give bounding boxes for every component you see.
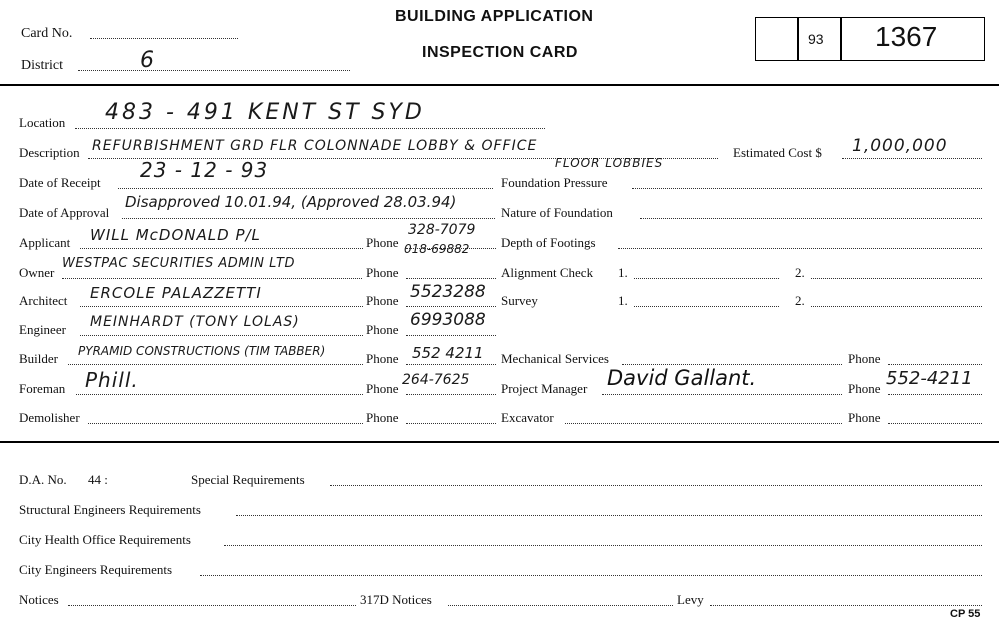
demolisher-phone-line [406, 423, 496, 424]
approval-line [122, 218, 495, 219]
engineer-phone-value: 6993088 [410, 310, 486, 330]
foreman-phone-value: 264-7625 [402, 372, 470, 388]
builder-phone-value: 552 4211 [412, 344, 484, 362]
card-no-line [90, 38, 238, 39]
notices-line [68, 605, 356, 606]
engineer-phone-line [406, 335, 496, 336]
notices-label: Notices [19, 592, 59, 607]
project-manager-phone-line [888, 394, 982, 395]
alignment-label: Alignment Check [501, 265, 594, 280]
middle-rule [0, 441, 999, 443]
estimated-cost-label: Estimated Cost $ [733, 145, 822, 160]
survey-1-label: 1. [618, 293, 628, 308]
foundation-pressure-line [632, 188, 982, 189]
description-value: REFURBISHMENT GRD FLR COLONNADE LOBBY & OFFICE [92, 138, 538, 154]
foreman-phone-label: Phone [366, 381, 399, 396]
excavator-label: Excavator [501, 410, 554, 425]
survey-2-label: 2. [795, 293, 805, 308]
alignment-2-label: 2. [795, 265, 805, 280]
survey-2-line [811, 306, 982, 307]
levy-line [710, 605, 982, 606]
nature-foundation-line [640, 218, 982, 219]
location-value: 483 - 491 KENT ST SYD [105, 100, 425, 125]
health-label: City Health Office Requirements [19, 532, 191, 547]
owner-phone-label: Phone [366, 265, 399, 280]
project-manager-value: David Gallant. [607, 366, 757, 390]
year-value: 93 [808, 31, 824, 47]
receipt-value: 23 - 12 - 93 [140, 158, 269, 182]
architect-phone-label: Phone [366, 293, 399, 308]
applicant-phone-value: 328-7079 [408, 222, 476, 238]
foreman-value: Phill. [85, 368, 139, 392]
architect-value: ERCOLE PALAZZETTI [90, 284, 262, 302]
title-line1: BUILDING APPLICATION [395, 8, 594, 25]
foundation-pressure-label: Foundation Pressure [501, 175, 608, 190]
receipt-line [118, 188, 493, 189]
estimated-cost-line [842, 158, 982, 159]
depth-footings-line [618, 248, 982, 249]
engineer-phone-label: Phone [366, 322, 399, 337]
depth-footings-label: Depth of Footings [501, 235, 596, 250]
title-line2: INSPECTION CARD [422, 44, 578, 61]
structural-line [236, 515, 982, 516]
applicant-phone-label: Phone [366, 235, 399, 250]
architect-label: Architect [19, 293, 68, 308]
applicant-line [80, 248, 363, 249]
project-manager-line [602, 394, 842, 395]
architect-phone-line [406, 306, 496, 307]
engineer-line [80, 335, 363, 336]
box-divider [797, 17, 799, 61]
builder-phone-label: Phone [366, 351, 399, 366]
owner-label: Owner [19, 265, 55, 280]
applicant-label: Applicant [19, 235, 71, 250]
estimated-cost-value: 1,000,000 [852, 136, 948, 156]
top-rule [0, 84, 999, 86]
builder-label: Builder [19, 351, 58, 366]
owner-value: WESTPAC SECURITIES ADMIN LTD [62, 256, 295, 271]
architect-line [80, 306, 363, 307]
approval-label: Date of Approval [19, 205, 110, 220]
mechanical-label: Mechanical Services [501, 351, 609, 366]
demolisher-line [88, 423, 363, 424]
excavator-line [565, 423, 842, 424]
architect-phone-value: 5523288 [410, 282, 486, 302]
survey-1-line [634, 306, 779, 307]
owner-phone-line [406, 278, 496, 279]
description-value-2: FLOOR LOBBIES [555, 156, 664, 170]
special-requirements-label: Special Requirements [191, 472, 305, 487]
excavator-phone-line [888, 423, 982, 424]
da-no-value: 44 : [88, 472, 108, 487]
project-manager-phone-label: Phone [848, 381, 881, 396]
project-manager-phone-value: 552-4211 [886, 368, 973, 389]
builder-phone-line [406, 364, 496, 365]
alignment-1-label: 1. [618, 265, 628, 280]
district-label: District [21, 58, 63, 73]
excavator-phone-label: Phone [848, 410, 881, 425]
card-no-label: Card No. [21, 26, 73, 41]
card-number-value: 1367 [875, 21, 938, 52]
mechanical-line [622, 364, 842, 365]
box-divider [840, 17, 842, 61]
district-line [78, 70, 350, 71]
applicant-phone-value-2: 018-69882 [404, 242, 470, 256]
owner-line [62, 278, 362, 279]
city-engineers-label: City Engineers Requirements [19, 562, 173, 577]
receipt-label: Date of Receipt [19, 175, 101, 190]
special-requirements-line [330, 485, 982, 486]
district-value: 6 [140, 48, 155, 73]
da-no-label: D.A. No. [19, 472, 67, 487]
form-code: CP 55 [950, 608, 981, 620]
location-label: Location [19, 115, 66, 130]
demolisher-phone-label: Phone [366, 410, 399, 425]
foreman-line [76, 394, 363, 395]
description-label: Description [19, 145, 80, 160]
demolisher-label: Demolisher [19, 410, 80, 425]
project-manager-label: Project Manager [501, 381, 588, 396]
notices-317d-label: 317D Notices [360, 592, 432, 607]
mechanical-phone-line [888, 364, 982, 365]
builder-value: PYRAMID CONSTRUCTIONS (TIM TABBER) [78, 344, 326, 358]
notices-317d-line [448, 605, 673, 606]
health-line [224, 545, 982, 546]
engineer-label: Engineer [19, 322, 66, 337]
approval-value: Disapproved 10.01.94, (Approved 28.03.94) [125, 193, 457, 211]
structural-label: Structural Engineers Requirements [19, 502, 201, 517]
city-engineers-line [200, 575, 982, 576]
applicant-value: WILL McDONALD P/L [90, 226, 261, 244]
foreman-phone-line [406, 394, 496, 395]
engineer-value: MEINHARDT (TONY LOLAS) [90, 314, 300, 330]
location-line [75, 128, 545, 129]
foreman-label: Foreman [19, 381, 66, 396]
builder-line [68, 364, 363, 365]
mechanical-phone-label: Phone [848, 351, 881, 366]
nature-foundation-label: Nature of Foundation [501, 205, 613, 220]
survey-label: Survey [501, 293, 538, 308]
alignment-2-line [811, 278, 982, 279]
alignment-1-line [634, 278, 779, 279]
levy-label: Levy [677, 592, 704, 607]
card-number-box [755, 17, 985, 61]
